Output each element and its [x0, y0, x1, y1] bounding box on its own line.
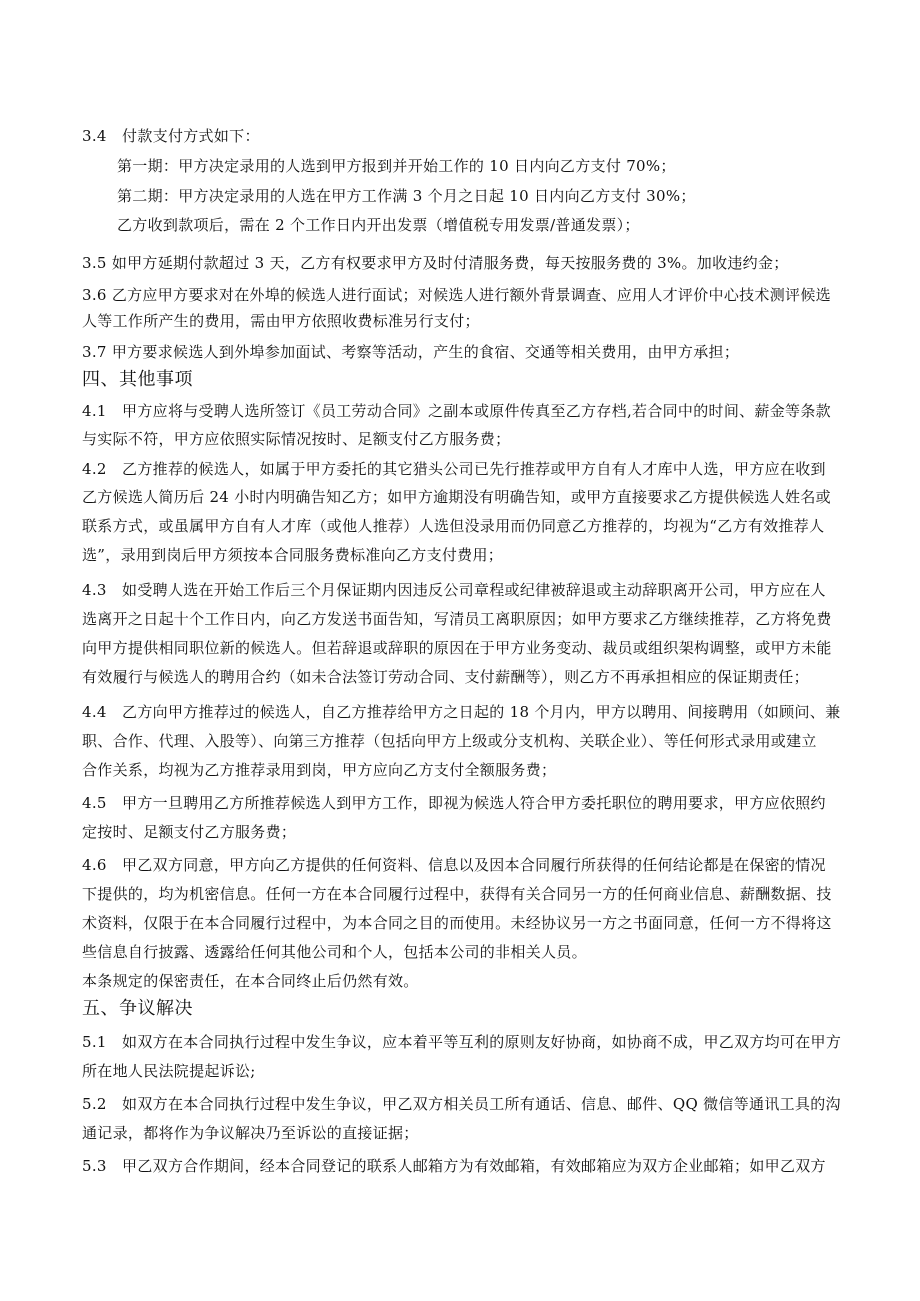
clause-4-3-line-1: 4.3 如受聘人选在开始工作后三个月保证期内因违反公司章程或纪律被辞退或主动辞职离开公司，甲方应在人 [82, 581, 826, 599]
clause-4-1-line-1: 4.1 甲方应将与受聘人选所签订《员工劳动合同》之副本或原件传真至乙方存档,若合同中的时间、薪金等条款 [82, 402, 831, 420]
clause-4-3-line-3: 向甲方提供相同职位新的候选人。但若辞退或辞职的原因在于甲方业务变动、裁员或组织架构调整，或甲方未能 [82, 639, 832, 657]
clause-3-4-title: 3.4 付款支付方式如下： [82, 127, 260, 145]
clause-4-2-line-3: 联系方式，或虽属甲方自有人才库（或他人推荐）人选但没录用而仍同意乙方推荐的，均视为“乙方有效推荐人 [82, 517, 825, 535]
section-4-heading: 四、其他事项 [82, 369, 193, 390]
clause-4-6-line-4: 些信息自行披露、透露给任何其他公司和个人，包括本公司的非相关人员。 [82, 943, 587, 961]
clause-3-6-line-1: 3.6 乙方应甲方要求对在外埠的候选人进行面试；对候选人进行额外背景调查、应用人才评价中心技术测评候选 [82, 286, 831, 304]
clause-4-2-line-4: 选”，录用到岗后甲方须按本合同服务费标准向乙方支付费用； [82, 546, 504, 564]
clause-4-3-line-4: 有效履行与候选人的聘用合约（如未合法签订劳动合同、支付薪酬等），则乙方不再承担相应的保证期责任； [82, 668, 809, 686]
confidentiality-note: 本条规定的保密责任，在本合同终止后仍然有效。 [82, 972, 419, 990]
clause-4-4-line-3: 合作关系，均视为乙方推荐录用到岗，甲方应向乙方支付全额服务费； [82, 761, 557, 779]
clause-4-6-line-2: 下提供的，均为机密信息。任何一方在本合同履行过程中，获得有关合同另一方的任何商业信息、薪酬数据、技 [82, 885, 832, 903]
clause-4-2-line-1: 4.2 乙方推荐的候选人，如属于甲方委托的其它猎头公司已先行推荐或甲方自有人才库中人选，甲方应在收到 [82, 460, 826, 478]
clause-4-4-line-2: 职、合作、代理、入股等）、向第三方推荐（包括向甲方上级或分支机构、关联企业）、等任何形式录用或建立 [82, 732, 817, 750]
section-5-heading: 五、争议解决 [82, 998, 193, 1019]
clause-4-5-line-1: 4.5 甲方一旦聘用乙方所推荐候选人到甲方工作，即视为候选人符合甲方委托职位的聘用要求，甲方应依照约 [82, 794, 826, 812]
clause-4-5-line-2: 定按时、足额支付乙方服务费； [82, 823, 297, 841]
clause-3-6-line-2: 人等工作所产生的费用，需由甲方依照收费标准另行支付； [82, 312, 480, 330]
clause-4-2-line-2: 乙方候选人简历后 24 小时内明确告知乙方；如甲方逾期没有明确告知，或甲方直接要求乙方提供候选人姓名或 [82, 488, 831, 506]
clause-4-1-line-2: 与实际不符，甲方应依照实际情况按时、足额支付乙方服务费； [82, 430, 511, 448]
clause-4-4-line-1: 4.4 乙方向甲方推荐过的候选人，自乙方推荐给甲方之日起的 18 个月内，甲方以聘用、间接聘用（如顾问、兼 [82, 703, 841, 721]
clause-4-6-line-1: 4.6 甲乙双方同意，甲方向乙方提供的任何资料、信息以及因本合同履行所获得的任何结论都是在保密的情况 [82, 856, 826, 874]
clause-3-5: 3.5 如甲方延期付款超过 3 天，乙方有权要求甲方及时付清服务费，每天按服务费的 3%。加收违约金； [82, 254, 789, 272]
clause-5-3-line-1: 5.3 甲乙双方合作期间，经本合同登记的联系人邮箱方为有效邮箱，有效邮箱应为双方企业邮箱；如甲乙双方 [82, 1157, 826, 1175]
clause-5-1-line-1: 5.1 如双方在本合同执行过程中发生争议，应本着平等互利的原则友好协商，如协商不成，甲乙双方均可在甲方 [82, 1033, 842, 1051]
clause-4-6-line-3: 术资料，仅限于在本合同履行过程中，为本合同之目的而使用。未经协议另一方之书面同意，任何一方不得将这 [82, 914, 832, 932]
clause-5-2-line-2: 通记录，都将作为争议解决乃至诉讼的直接证据； [82, 1124, 419, 1142]
clause-5-2-line-1: 5.2 如双方在本合同执行过程中发生争议，甲乙双方相关员工所有通话、信息、邮件、QQ 微信等通讯工具的沟 [82, 1095, 841, 1113]
clause-4-3-line-2: 选离开之日起十个工作日内，向乙方发送书面告知，写清员工离职原因；如甲方要求乙方继续推荐，乙方将免费 [82, 610, 832, 628]
clause-3-7: 3.7 甲方要求候选人到外埠参加面试、考察等活动，产生的食宿、交通等相关费用，由甲方承担； [82, 343, 740, 361]
clause-3-4-first-payment: 第一期：甲方决定录用的人选到甲方报到并开始工作的 10 日内向乙方支付 70%； [117, 157, 676, 175]
clause-3-4-second-payment: 第二期：甲方决定录用的人选在甲方工作满 3 个月之日起 10 日内向乙方支付 30%； [117, 187, 696, 205]
clause-5-1-line-2: 所在地人民法院提起诉讼; [82, 1062, 256, 1080]
clause-3-4-invoice: 乙方收到款项后，需在 2 个工作日内开出发票（增值税专用发票/普通发票）； [117, 216, 640, 234]
